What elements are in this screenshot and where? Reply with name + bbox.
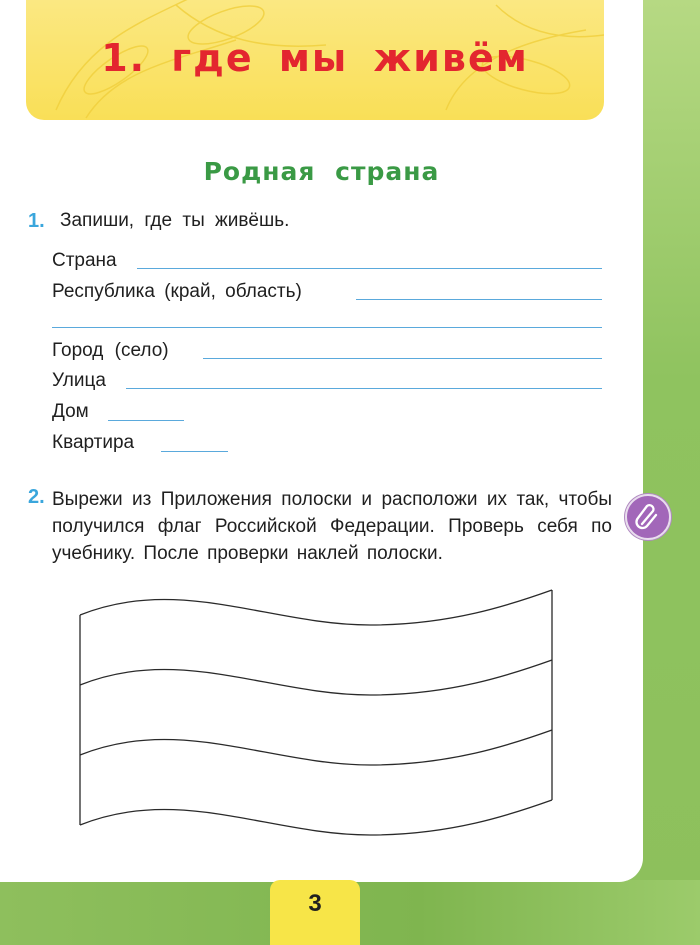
flag-bottom-edge: [80, 800, 552, 835]
task2-number: 2.: [28, 486, 45, 508]
page-margin-background: [640, 0, 700, 945]
country-label: Страна: [52, 250, 117, 271]
task1-instruction: Запиши, где ты живёшь.: [60, 210, 290, 231]
city-label: Город (село): [52, 340, 169, 361]
page-number-tab: [270, 880, 360, 945]
region-label: Республика (край, область): [52, 281, 302, 302]
street-answer-line[interactable]: [126, 388, 602, 389]
street-label: Улица: [52, 370, 106, 391]
flag-outline[interactable]: [70, 585, 560, 875]
house-answer-line[interactable]: [108, 420, 184, 421]
section-title: Родная страна: [203, 157, 440, 186]
flag-stripe-line-1: [80, 660, 552, 695]
appendix-badge[interactable]: [625, 494, 671, 540]
flag-stripe-line-2: [80, 730, 552, 765]
city-answer-line[interactable]: [203, 358, 602, 359]
country-answer-line[interactable]: [137, 268, 602, 269]
apartment-label: Квартира: [52, 432, 135, 453]
house-label: Дом: [52, 401, 89, 422]
apartment-answer-line[interactable]: [161, 451, 228, 452]
region-answer-line[interactable]: [356, 299, 602, 300]
chapter-title: 1. где мы живём: [101, 36, 529, 80]
paperclip-icon: [627, 496, 669, 538]
task2-text: Вырежи из Приложения полоски и расположи их так, чтобы получился флаг Российской Федерации. Проверь себя по учебнику. После проверки наклей полоски.: [52, 489, 612, 564]
page-number: 3: [308, 890, 322, 917]
flag-top-edge: [80, 590, 552, 625]
chapter-banner: [26, 0, 604, 120]
region-answer-line-2[interactable]: [52, 327, 602, 328]
task1-number: 1.: [28, 210, 45, 232]
